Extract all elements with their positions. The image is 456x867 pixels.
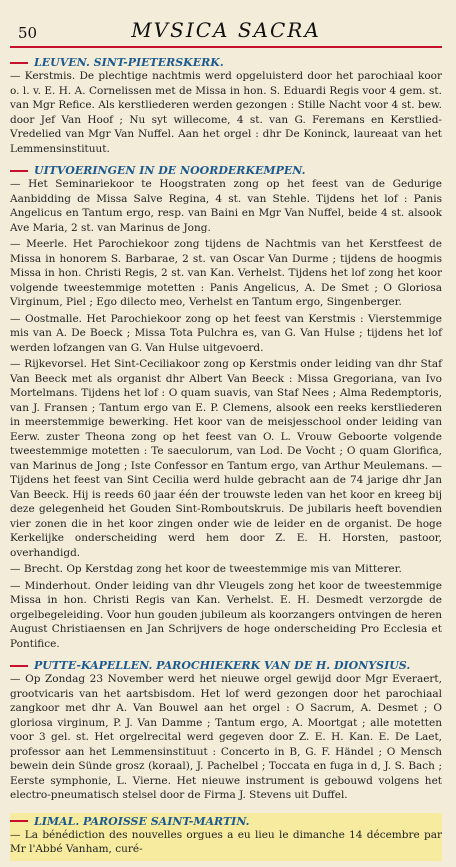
title-rule bbox=[10, 665, 28, 667]
title-rule bbox=[10, 170, 28, 172]
page-header bbox=[10, 12, 442, 48]
paragraph-rijkevorsel: — Rijkevorsel. Het Sint-Ceciliakoor zong op Kerstmis onder leiding van dhr Staf Van Beeck met als organist dhr Albert Van Beeck : Missa Gregoriana, van Ivo Mortelmans. Tijdens het lof : O quam suavis, van Staf Nees ; Alma Redemptoris, van J. Fransen ; Tantum ergo van E. P. Clemens, alsook een reeks kerstliederen in meerstemmige bewerking. Het koor van de meisjesschool onder leiding van Eerw. zuster Theona zong op het feest van O. L. Vrouw Geboorte volgende tweestemmige motetten : Te saeculorum, van Lod. De Vocht ; O quam Glorifica, van Marinus de Jong ; Iste Confessor en Tantum ergo, van Arthur Meulemans. — Tijdens het feest van Sint Cecilia werd hulde gebracht aan de 74 jarige dhr Jan Van Beeck. Hij is reeds 60 jaar één der trouwste leden van het koor en kreeg bij deze gelegenheid het Gouden Sint-Romboutskruis. De jubilaris heeft bovendien vier zonen die in het koor zingen onder wie de leider en de organist. De hoge Kerkelijke onderscheiding werd hem door Z. E. H. Horsten, pastoor, overhandigd. bbox=[10, 358, 442, 559]
paragraph-hoogstraten: — Het Seminariekoor te Hoogstraten zong op het feest van de Gedurige Aanbidding de Missa Salve Regina, 4 st. van Stehle. Tijdens het lof : Panis Angelicus en Tantum ergo, resp. van Baini en Mgr Van Nuffel, beide 4 st. alsook Ave Maria, 2 st. van Marinus de Jong. bbox=[10, 178, 442, 234]
section-title-text: LEUVEN. SINT-PIETERSKERK. bbox=[34, 56, 224, 69]
paragraph-minderhout: — Minderhout. Onder leiding van dhr Vleugels zong het koor de tweestemmige Missa in hon. Christi Regis van Kan. Verhelst. E. H. Desmedt verzorgde de orgelbegeleiding. Voor hun gouden jubileum als koorzangers ontvingen de heren August Christiaensen en Jan Schrijvers de hoge onderscheiding Pro Ecclesia et Pontifice. bbox=[10, 579, 442, 650]
section-body: — Op Zondag 23 November werd het nieuwe orgel gewijd door Mgr Everaert, grootvicaris van het aartsbisdom. Het lof werd gezongen door het parochiaal zangkoor met dhr A. Van Bouwel aan het orgel : O Sacrum, A. Desmet ; O gloriosa virginum, P. J. Van Damme ; Tantum ergo, A. Moortgat ; alle motetten voor 3 gel. st. Het orgelrecital werd gegeven door Z. E. H. Kan. E. De Laet, professor aan het Lemmensinstituut : Concerto in B, G. F. Händel ; O Mensch bewein dein Sünde grosz (koraal), J. Pachelbel ; Toccata en fuga in d, J. S. Bach ; Eerste symphonie, L. Vierne. Het nieuwe instrument is gebouwd volgens het electro-pneumatisch stelsel door de Firma J. Stevens uit Duffel. bbox=[10, 673, 442, 801]
section-noorderkempen bbox=[10, 164, 442, 651]
section-body: — Kerstmis. De plechtige nachtmis werd opgeluisterd door het parochiaal koor o. l. v. E. H. A. Cornelissen met de Missa in hon. S. Eduardi Regis voor 4 gem. st. van Mgr Refice. Als kerstliederen werden gezongen : Stille Nacht voor 4 st. bew. door Jef Van Hoof ; Nu syt willecome, 4 st. van G. Feremans en Kerstlied-Vredelied van Mgr Van Nuffel. Aan het orgel : dhr De Koninck, laureaat van het Lemmensinstituut. bbox=[10, 70, 442, 155]
running-title: MVSICA SACRA bbox=[131, 18, 321, 42]
title-rule bbox=[10, 62, 28, 64]
section-title-text: UITVOERINGEN IN DE NOORDERKEMPEN. bbox=[34, 164, 306, 177]
paragraph-meerle: — Meerle. Het Parochiekoor zong tijdens de Nachtmis van het Kerstfeest de Missa in honorem S. Barbarae, 2 st. van Oscar Van Durme ; tijdens de hoogmis Missa in hon. Christi Regis, 2 st. van Kan. Verhelst. Tijdens het lof zong het koor volgende tweestemmige motetten : Panis Angelicus, A. De Smet ; O Gloriosa Virginum, Piel ; Ego dilecto meo, Verhelst en Tantum ergo, Singenberger. bbox=[10, 238, 442, 308]
section-title-text: PUTTE-KAPELLEN. PAROCHIEKERK VAN DE H. DIONYSIUS. bbox=[34, 659, 411, 672]
page bbox=[10, 12, 442, 867]
section-leuven bbox=[10, 56, 442, 156]
paragraph-brecht: — Brecht. Op Kerstdag zong het koor de tweestemmige mis van Mitterer. bbox=[10, 563, 402, 575]
section-title bbox=[10, 56, 442, 69]
section-title-text: LIMAL. PAROISSE SAINT-MARTIN. bbox=[34, 814, 250, 828]
page-number: 50 bbox=[18, 24, 38, 42]
section-title bbox=[10, 659, 442, 672]
section-limal bbox=[10, 813, 442, 861]
section-title bbox=[10, 164, 442, 177]
paragraph-oostmalle: — Oostmalle. Het Parochiekoor zong op het feest van Kerstmis : Vierstemmige mis van A. De Boeck ; Missa Tota Pulchra es, van G. Van Hulse ; tijdens het lof werden lofzangen van G. Van Hulse uitgevoerd. bbox=[10, 312, 442, 354]
section-title bbox=[10, 815, 442, 828]
section-body: — La bénédiction des nouvelles orgues a eu lieu le dimanche 14 décembre par Mr l'Abbé Vanham, curé- bbox=[10, 828, 442, 855]
section-putte bbox=[10, 659, 442, 803]
title-rule bbox=[10, 820, 28, 822]
